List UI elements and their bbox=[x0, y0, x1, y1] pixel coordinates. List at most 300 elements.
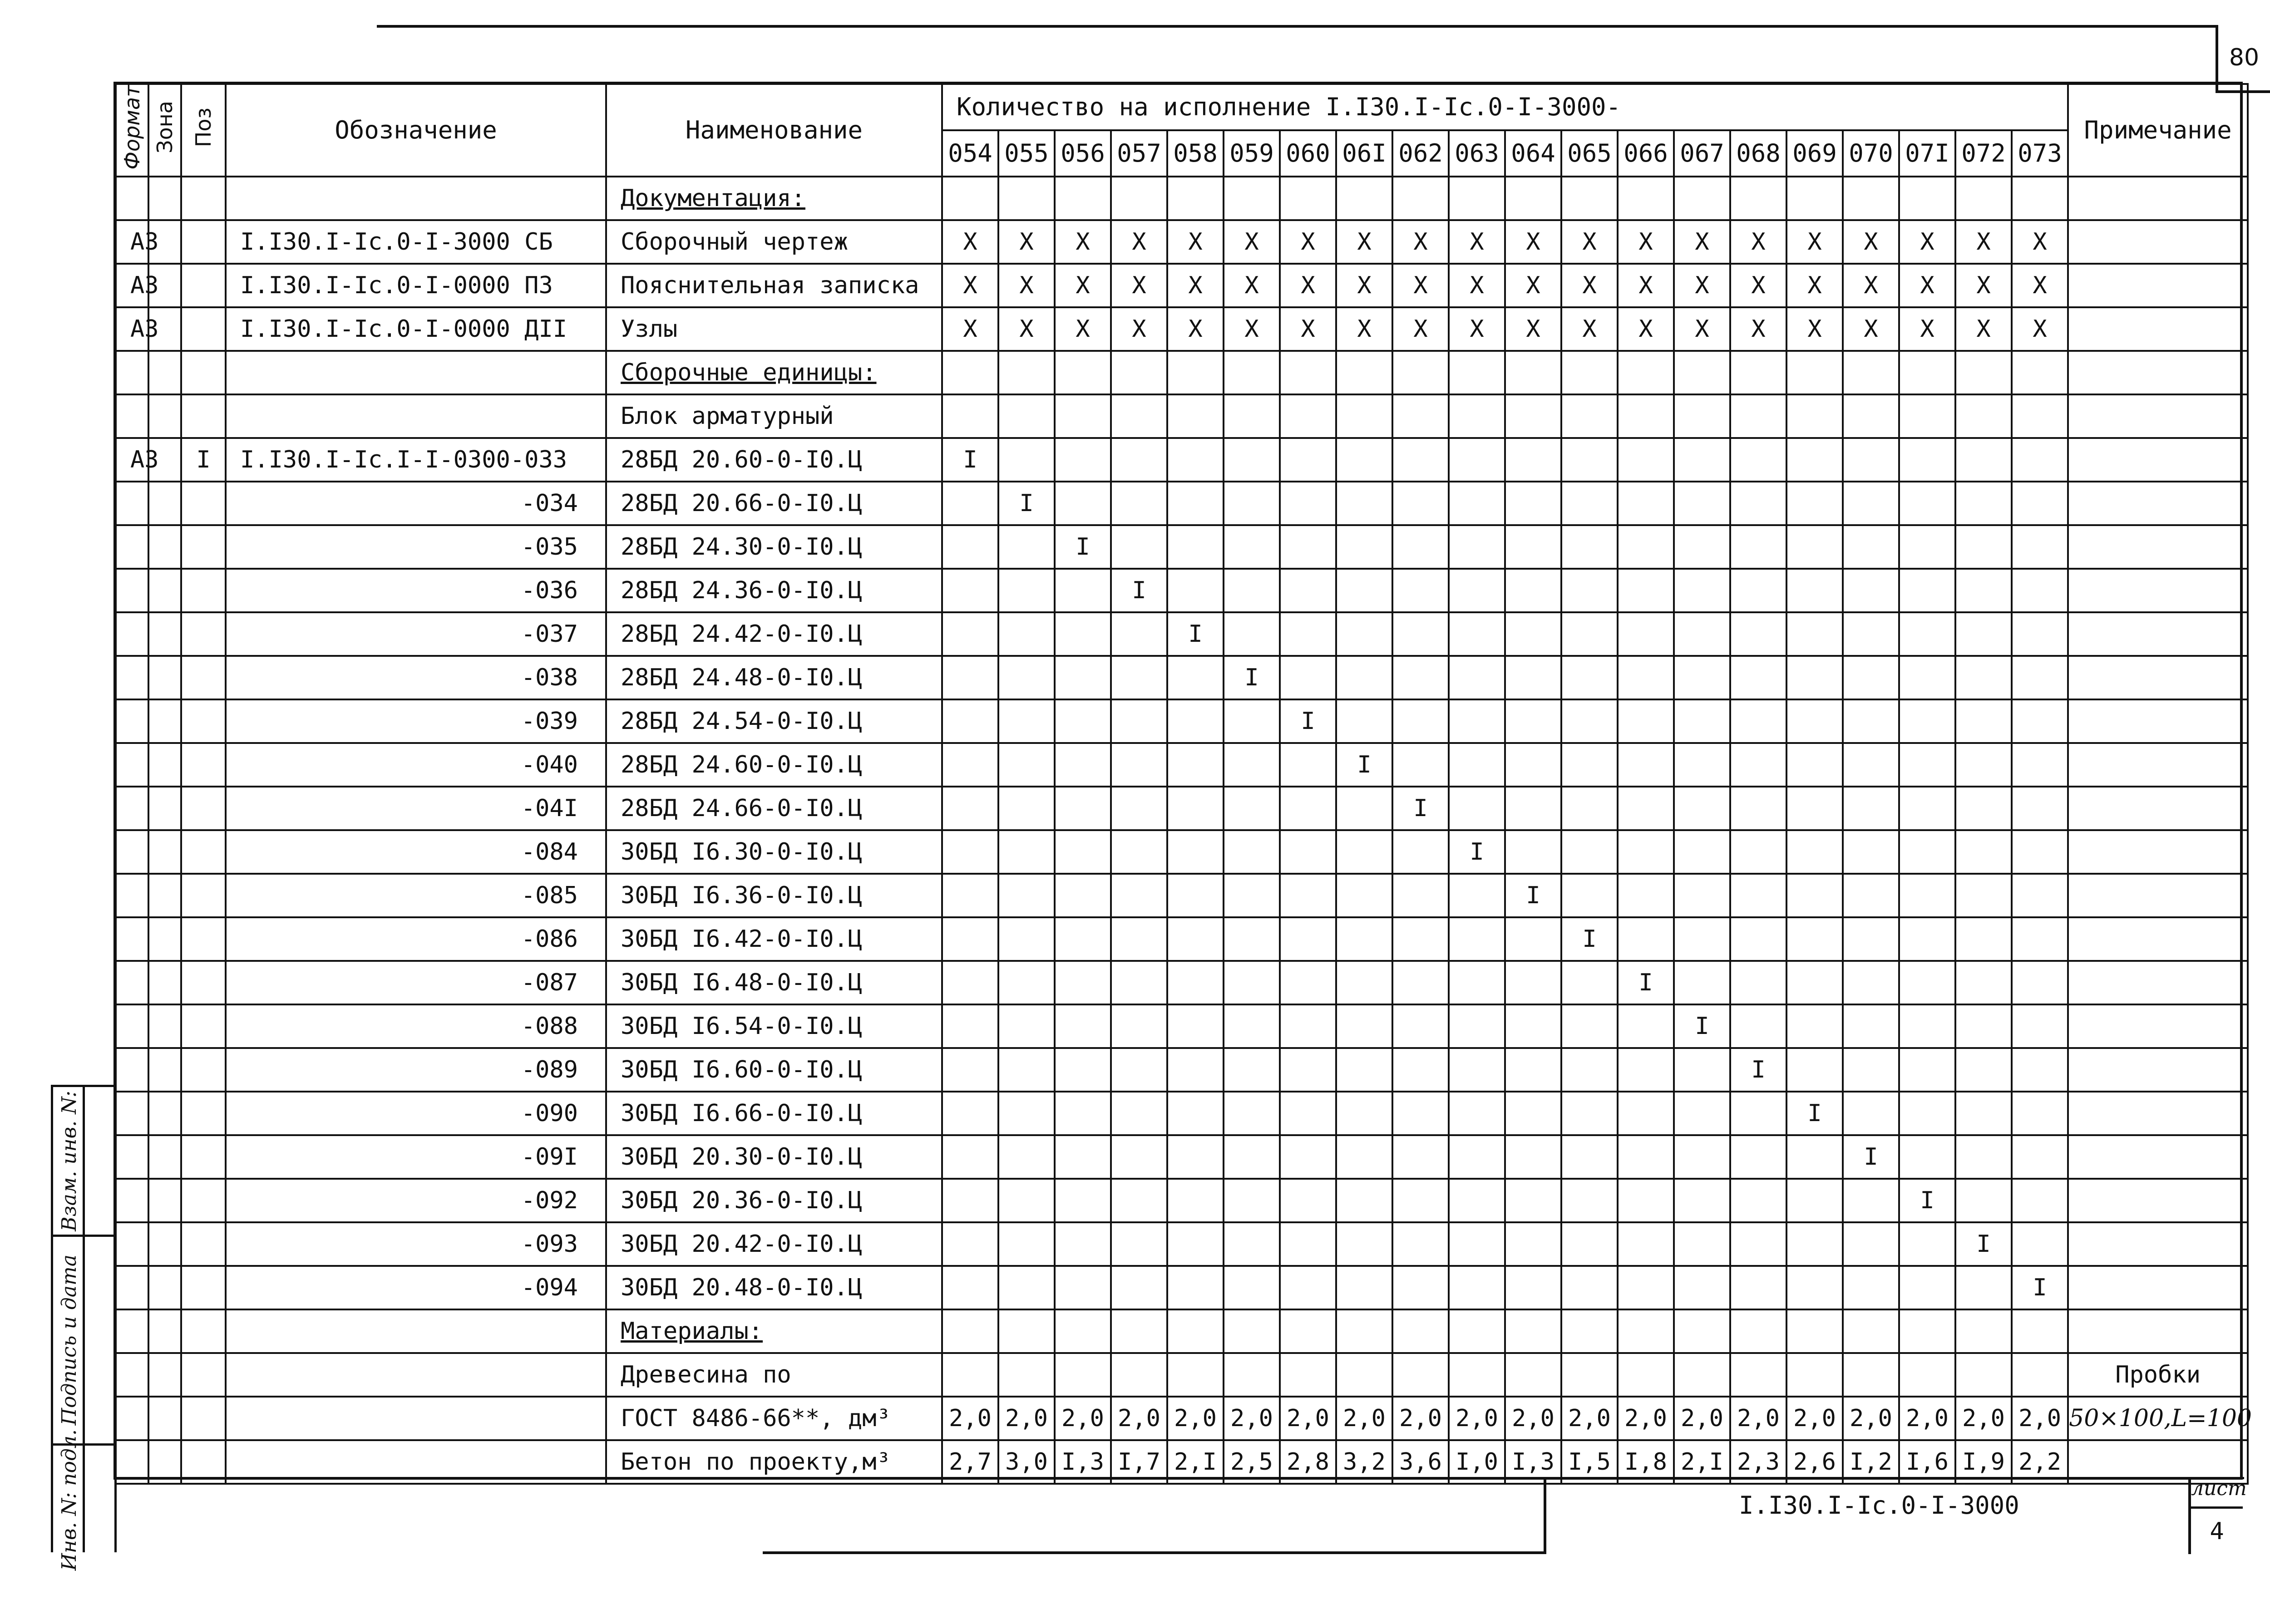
quantity-cell bbox=[998, 525, 1055, 569]
table-row bbox=[116, 1048, 2248, 1092]
quantity-cell bbox=[1730, 1222, 1786, 1266]
quantity-cell bbox=[1224, 1353, 1280, 1397]
quantity-cell: X bbox=[1167, 264, 1224, 307]
name-cell bbox=[606, 1135, 942, 1179]
variant-header: 060 bbox=[1280, 130, 1336, 177]
zone-cell bbox=[148, 1397, 181, 1440]
note-cell bbox=[2068, 1309, 2248, 1353]
format-cell bbox=[116, 1048, 148, 1092]
quantity-cell bbox=[942, 1048, 998, 1092]
quantity-cell: 2,0 bbox=[942, 1397, 998, 1440]
quantity-cell bbox=[1167, 1309, 1224, 1353]
quantity-cell bbox=[1449, 743, 1505, 787]
quantity-cell bbox=[1843, 569, 1899, 612]
quantity-cell bbox=[1786, 917, 1843, 961]
quantity-cell bbox=[1336, 1353, 1392, 1397]
quantity-cell: X bbox=[1786, 220, 1843, 264]
quantity-cell bbox=[1955, 961, 2012, 1004]
format-cell: А3 bbox=[116, 438, 148, 482]
quantity-mark: I bbox=[1920, 1186, 1934, 1214]
quantity-cell bbox=[1786, 569, 1843, 612]
quantity-cell bbox=[1955, 525, 2012, 569]
quantity-cell: 2,0 bbox=[1730, 1397, 1786, 1440]
quantity-cell bbox=[1786, 1004, 1843, 1048]
name-cell bbox=[606, 787, 942, 830]
quantity-cell bbox=[942, 1092, 998, 1135]
quantity-cell bbox=[1786, 1309, 1843, 1353]
variant-header: 070 bbox=[1843, 130, 1899, 177]
quantity-cell bbox=[1899, 1135, 1955, 1179]
quantity-cell: X bbox=[1336, 220, 1392, 264]
quantity-cell bbox=[942, 830, 998, 874]
table-row bbox=[116, 961, 2248, 1004]
quantity-cell bbox=[1111, 482, 1167, 525]
pos-cell bbox=[181, 525, 226, 569]
quantity-cell bbox=[942, 1135, 998, 1179]
designation-cell: -093 bbox=[226, 1222, 606, 1266]
quantity-cell bbox=[1392, 438, 1449, 482]
pos-cell bbox=[181, 743, 226, 787]
quantity-cell: X bbox=[998, 220, 1055, 264]
quantity-cell bbox=[1843, 612, 1899, 656]
quantity-cell bbox=[2012, 482, 2068, 525]
quantity-cell bbox=[1843, 1092, 1899, 1135]
designation-cell: -088 bbox=[226, 1004, 606, 1048]
zone-cell bbox=[148, 612, 181, 656]
quantity-cell bbox=[1786, 1048, 1843, 1092]
format-cell bbox=[116, 482, 148, 525]
header-zone: Зона bbox=[148, 84, 181, 177]
designation-cell bbox=[226, 394, 606, 438]
table-row bbox=[116, 438, 2248, 482]
quantity-cell: 2,3 bbox=[1730, 1440, 1786, 1484]
item-name: 30БД I6.42-0-I0.Ц bbox=[621, 925, 863, 953]
quantity-cell bbox=[1618, 917, 1674, 961]
quantity-cell: 3,0 bbox=[998, 1440, 1055, 1484]
quantity-cell: X bbox=[2012, 307, 2068, 351]
quantity-cell bbox=[1224, 438, 1280, 482]
quantity-cell bbox=[942, 569, 998, 612]
designation-cell: -094 bbox=[226, 1266, 606, 1309]
quantity-cell bbox=[1561, 874, 1618, 917]
designation-cell: I.I30.I-Ic.I-I-0300-033 bbox=[226, 438, 606, 482]
zone-cell bbox=[148, 917, 181, 961]
quantity-cell bbox=[1618, 1004, 1674, 1048]
name-cell bbox=[606, 1004, 942, 1048]
quantity-cell bbox=[942, 656, 998, 699]
quantity-cell bbox=[1055, 438, 1111, 482]
variant-header: 059 bbox=[1224, 130, 1280, 177]
quantity-cell bbox=[1280, 1048, 1336, 1092]
zone-cell bbox=[148, 351, 181, 394]
quantity-cell bbox=[998, 1048, 1055, 1092]
quantity-cell: X bbox=[1111, 307, 1167, 351]
quantity-cell bbox=[1955, 1092, 2012, 1135]
quantity-mark: I bbox=[1582, 925, 1597, 953]
quantity-cell bbox=[998, 830, 1055, 874]
quantity-cell bbox=[1167, 482, 1224, 525]
quantity-cell bbox=[1167, 569, 1224, 612]
quantity-cell bbox=[1505, 569, 1561, 612]
quantity-cell bbox=[1674, 1004, 1730, 1048]
quantity-cell bbox=[2012, 787, 2068, 830]
format-cell bbox=[116, 525, 148, 569]
quantity-cell bbox=[1505, 917, 1561, 961]
quantity-cell bbox=[1224, 917, 1280, 961]
quantity-cell bbox=[1955, 1004, 2012, 1048]
quantity-cell bbox=[2012, 1266, 2068, 1309]
quantity-cell bbox=[998, 1004, 1055, 1048]
quantity-cell bbox=[1449, 394, 1505, 438]
quantity-cell bbox=[1449, 177, 1505, 220]
quantity-cell bbox=[1618, 743, 1674, 787]
quantity-cell bbox=[1111, 743, 1167, 787]
quantity-cell bbox=[1055, 917, 1111, 961]
designation-cell: -038 bbox=[226, 656, 606, 699]
quantity-cell bbox=[1224, 699, 1280, 743]
quantity-cell bbox=[1618, 961, 1674, 1004]
quantity-cell bbox=[1561, 177, 1618, 220]
quantity-cell bbox=[1224, 177, 1280, 220]
item-name: 30БД 20.42-0-I0.Ц bbox=[621, 1230, 863, 1258]
quantity-cell bbox=[1899, 351, 1955, 394]
quantity-cell bbox=[998, 1135, 1055, 1179]
quantity-cell bbox=[998, 569, 1055, 612]
quantity-cell bbox=[1618, 612, 1674, 656]
quantity-cell bbox=[1280, 1179, 1336, 1222]
quantity-cell bbox=[1505, 351, 1561, 394]
quantity-cell: 2,0 bbox=[1111, 1397, 1167, 1440]
quantity-cell bbox=[998, 961, 1055, 1004]
pos-cell bbox=[181, 787, 226, 830]
quantity-cell bbox=[1674, 525, 1730, 569]
quantity-cell bbox=[1280, 787, 1336, 830]
quantity-cell: 2,0 bbox=[1449, 1397, 1505, 1440]
quantity-cell bbox=[1055, 1048, 1111, 1092]
quantity-cell bbox=[1392, 743, 1449, 787]
quantity-mark: I bbox=[1244, 664, 1259, 691]
quantity-cell bbox=[1899, 1266, 1955, 1309]
quantity-cell bbox=[1336, 612, 1392, 656]
quantity-cell bbox=[1730, 438, 1786, 482]
format-cell bbox=[116, 961, 148, 1004]
quantity-cell: I,0 bbox=[1449, 1440, 1505, 1484]
quantity-cell bbox=[1336, 917, 1392, 961]
quantity-mark: I bbox=[1132, 576, 1146, 604]
pos-cell bbox=[181, 1222, 226, 1266]
quantity-cell bbox=[1505, 656, 1561, 699]
designation-cell: -086 bbox=[226, 917, 606, 961]
quantity-cell bbox=[998, 1266, 1055, 1309]
quantity-cell bbox=[998, 177, 1055, 220]
quantity-cell: X bbox=[1224, 264, 1280, 307]
name-cell bbox=[606, 1353, 942, 1397]
format-cell bbox=[116, 1309, 148, 1353]
quantity-cell bbox=[2012, 177, 2068, 220]
quantity-cell bbox=[1280, 1353, 1336, 1397]
quantity-mark: I bbox=[1976, 1230, 1991, 1258]
quantity-cell: 2,0 bbox=[1674, 1397, 1730, 1440]
quantity-cell bbox=[1786, 525, 1843, 569]
quantity-cell bbox=[2012, 1135, 2068, 1179]
quantity-cell: I,5 bbox=[1561, 1440, 1618, 1484]
zone-cell bbox=[148, 1266, 181, 1309]
quantity-cell: 2,I bbox=[1167, 1440, 1224, 1484]
quantity-cell bbox=[1730, 961, 1786, 1004]
quantity-cell: X bbox=[1899, 264, 1955, 307]
header-format: Формат bbox=[116, 84, 148, 177]
name-cell bbox=[606, 612, 942, 656]
quantity-cell bbox=[1449, 1266, 1505, 1309]
quantity-cell bbox=[998, 1092, 1055, 1135]
zone-cell bbox=[148, 1092, 181, 1135]
quantity-cell bbox=[1955, 612, 2012, 656]
pos-cell bbox=[181, 1309, 226, 1353]
list-number: 4 bbox=[2210, 1518, 2224, 1545]
quantity-cell bbox=[1618, 569, 1674, 612]
quantity-cell bbox=[1786, 830, 1843, 874]
designation-cell: -034 bbox=[226, 482, 606, 525]
quantity-cell bbox=[1055, 1135, 1111, 1179]
quantity-cell bbox=[1730, 874, 1786, 917]
quantity-cell bbox=[1392, 1092, 1449, 1135]
note-cell bbox=[2068, 1222, 2248, 1266]
quantity-cell bbox=[1505, 961, 1561, 1004]
quantity-cell bbox=[1055, 656, 1111, 699]
quantity-cell bbox=[1111, 1222, 1167, 1266]
quantity-cell bbox=[1449, 1004, 1505, 1048]
quantity-cell: X bbox=[1786, 307, 1843, 351]
zone-cell bbox=[148, 699, 181, 743]
item-name: 30БД 20.48-0-I0.Ц bbox=[621, 1274, 863, 1301]
quantity-cell bbox=[1955, 1135, 2012, 1179]
quantity-cell bbox=[1843, 1309, 1899, 1353]
quantity-mark: I bbox=[1807, 1099, 1822, 1127]
quantity-cell bbox=[1786, 438, 1843, 482]
quantity-mark: I bbox=[1864, 1143, 1878, 1171]
quantity-cell bbox=[1055, 961, 1111, 1004]
quantity-cell: X bbox=[1111, 220, 1167, 264]
quantity-cell bbox=[1111, 612, 1167, 656]
quantity-cell: X bbox=[1392, 307, 1449, 351]
quantity-cell bbox=[1505, 1266, 1561, 1309]
quantity-cell bbox=[1618, 1222, 1674, 1266]
quantity-cell bbox=[1955, 787, 2012, 830]
quantity-cell bbox=[1280, 1222, 1336, 1266]
name-cell bbox=[606, 874, 942, 917]
format-cell bbox=[116, 1353, 148, 1397]
quantity-cell bbox=[1392, 787, 1449, 830]
quantity-cell bbox=[1843, 525, 1899, 569]
variant-header: 072 bbox=[1955, 130, 2012, 177]
quantity-cell bbox=[1561, 830, 1618, 874]
quantity-mark: I bbox=[1357, 751, 1372, 778]
quantity-mark: I bbox=[963, 446, 977, 473]
quantity-cell bbox=[1730, 743, 1786, 787]
quantity-cell bbox=[1786, 351, 1843, 394]
quantity-cell bbox=[1280, 874, 1336, 917]
quantity-cell bbox=[1111, 961, 1167, 1004]
quantity-cell bbox=[1561, 1179, 1618, 1222]
quantity-cell bbox=[1674, 874, 1730, 917]
quantity-cell bbox=[2012, 830, 2068, 874]
quantity-cell bbox=[1674, 612, 1730, 656]
quantity-cell: X bbox=[1843, 264, 1899, 307]
quantity-cell: X bbox=[1224, 307, 1280, 351]
quantity-cell: I,2 bbox=[1843, 1440, 1899, 1484]
designation-cell: -087 bbox=[226, 961, 606, 1004]
quantity-cell bbox=[1730, 1179, 1786, 1222]
quantity-cell bbox=[1899, 1004, 1955, 1048]
zone-cell bbox=[148, 1135, 181, 1179]
quantity-cell bbox=[998, 699, 1055, 743]
quantity-cell: X bbox=[1280, 307, 1336, 351]
quantity-cell bbox=[2012, 612, 2068, 656]
zone-cell bbox=[148, 569, 181, 612]
quantity-cell bbox=[1449, 1222, 1505, 1266]
quantity-cell bbox=[1167, 1004, 1224, 1048]
quantity-cell bbox=[1167, 961, 1224, 1004]
quantity-cell bbox=[1618, 656, 1674, 699]
quantity-cell bbox=[1955, 1048, 2012, 1092]
quantity-cell bbox=[1224, 656, 1280, 699]
quantity-cell bbox=[1336, 874, 1392, 917]
quantity-cell: X bbox=[1449, 307, 1505, 351]
quantity-cell bbox=[1674, 1353, 1730, 1397]
note-cell bbox=[2068, 787, 2248, 830]
quantity-cell bbox=[1111, 787, 1167, 830]
quantity-cell bbox=[942, 743, 998, 787]
zone-cell bbox=[148, 1179, 181, 1222]
name-cell bbox=[606, 743, 942, 787]
name-cell bbox=[606, 1309, 942, 1353]
quantity-cell bbox=[1280, 656, 1336, 699]
quantity-mark: I bbox=[1413, 794, 1428, 822]
quantity-cell bbox=[1167, 743, 1224, 787]
quantity-cell bbox=[1111, 1179, 1167, 1222]
quantity-cell bbox=[942, 525, 998, 569]
quantity-cell bbox=[1561, 612, 1618, 656]
section-heading: Материалы: bbox=[621, 1317, 763, 1345]
quantity-cell bbox=[1786, 1266, 1843, 1309]
quantity-cell bbox=[1618, 1179, 1674, 1222]
quantity-cell bbox=[1280, 1309, 1336, 1353]
name-cell bbox=[606, 917, 942, 961]
quantity-cell bbox=[1449, 1092, 1505, 1135]
format-cell: А3 bbox=[116, 264, 148, 307]
quantity-cell bbox=[942, 351, 998, 394]
quantity-cell bbox=[1449, 612, 1505, 656]
table-row bbox=[116, 787, 2248, 830]
quantity-cell bbox=[1167, 1353, 1224, 1397]
quantity-cell bbox=[1955, 656, 2012, 699]
quantity-cell bbox=[1505, 787, 1561, 830]
quantity-cell bbox=[1280, 961, 1336, 1004]
quantity-cell bbox=[1055, 830, 1111, 874]
table-row bbox=[116, 743, 2248, 787]
quantity-cell bbox=[1674, 1309, 1730, 1353]
quantity-cell bbox=[1674, 917, 1730, 961]
variant-header: 062 bbox=[1392, 130, 1449, 177]
name-cell bbox=[606, 394, 942, 438]
quantity-cell bbox=[1561, 438, 1618, 482]
quantity-cell bbox=[1111, 1092, 1167, 1135]
format-cell: А3 bbox=[116, 220, 148, 264]
quantity-cell bbox=[1618, 830, 1674, 874]
quantity-cell: X bbox=[1449, 220, 1505, 264]
quantity-cell bbox=[998, 787, 1055, 830]
quantity-cell: X bbox=[2012, 220, 2068, 264]
quantity-cell bbox=[1392, 525, 1449, 569]
format-cell bbox=[116, 612, 148, 656]
quantity-cell bbox=[1167, 656, 1224, 699]
quantity-cell bbox=[1561, 525, 1618, 569]
note-cell bbox=[2068, 743, 2248, 787]
zone-cell bbox=[148, 177, 181, 220]
quantity-cell: 2,0 bbox=[1899, 1397, 1955, 1440]
zone-cell bbox=[148, 1353, 181, 1397]
quantity-cell bbox=[1786, 1179, 1843, 1222]
quantity-cell bbox=[1674, 787, 1730, 830]
table-row bbox=[116, 1353, 2248, 1397]
title-block-top-line bbox=[115, 1477, 2244, 1479]
quantity-cell: X bbox=[1505, 264, 1561, 307]
quantity-cell bbox=[1224, 1222, 1280, 1266]
quantity-cell bbox=[1561, 743, 1618, 787]
quantity-cell bbox=[1618, 1048, 1674, 1092]
quantity-cell bbox=[1899, 1092, 1955, 1135]
note-cell bbox=[2068, 525, 2248, 569]
quantity-cell bbox=[1505, 1004, 1561, 1048]
variant-header: 063 bbox=[1449, 130, 1505, 177]
item-name: 28БД 24.54-0-I0.Ц bbox=[621, 707, 863, 735]
quantity-cell bbox=[1730, 699, 1786, 743]
quantity-cell bbox=[1336, 525, 1392, 569]
note-cell: 50×100,L=100 bbox=[2068, 1397, 2248, 1440]
quantity-cell bbox=[1392, 656, 1449, 699]
quantity-cell bbox=[1843, 394, 1899, 438]
quantity-cell bbox=[942, 1222, 998, 1266]
zone-cell bbox=[148, 1004, 181, 1048]
quantity-cell bbox=[1111, 1048, 1167, 1092]
format-cell bbox=[116, 1266, 148, 1309]
pos-cell bbox=[181, 569, 226, 612]
quantity-cell: X bbox=[1843, 307, 1899, 351]
table-row bbox=[116, 874, 2248, 917]
side-stamp bbox=[51, 1085, 114, 1571]
format-cell bbox=[116, 787, 148, 830]
quantity-cell bbox=[1786, 177, 1843, 220]
quantity-cell bbox=[1786, 874, 1843, 917]
quantity-cell bbox=[1111, 351, 1167, 394]
quantity-cell bbox=[1674, 1222, 1730, 1266]
quantity-cell bbox=[1449, 917, 1505, 961]
quantity-cell bbox=[1336, 1309, 1392, 1353]
quantity-cell bbox=[1786, 1353, 1843, 1397]
quantity-cell bbox=[1449, 787, 1505, 830]
note-cell bbox=[2068, 874, 2248, 917]
quantity-cell bbox=[1505, 482, 1561, 525]
quantity-cell: 2,2 bbox=[2012, 1440, 2068, 1484]
quantity-cell bbox=[1224, 1048, 1280, 1092]
designation-cell: -036 bbox=[226, 569, 606, 612]
quantity-mark: I bbox=[1638, 969, 1653, 996]
quantity-cell bbox=[1899, 438, 1955, 482]
quantity-cell: X bbox=[1730, 264, 1786, 307]
quantity-cell: X bbox=[1618, 264, 1674, 307]
quantity-cell bbox=[1336, 743, 1392, 787]
designation-cell: -084 bbox=[226, 830, 606, 874]
